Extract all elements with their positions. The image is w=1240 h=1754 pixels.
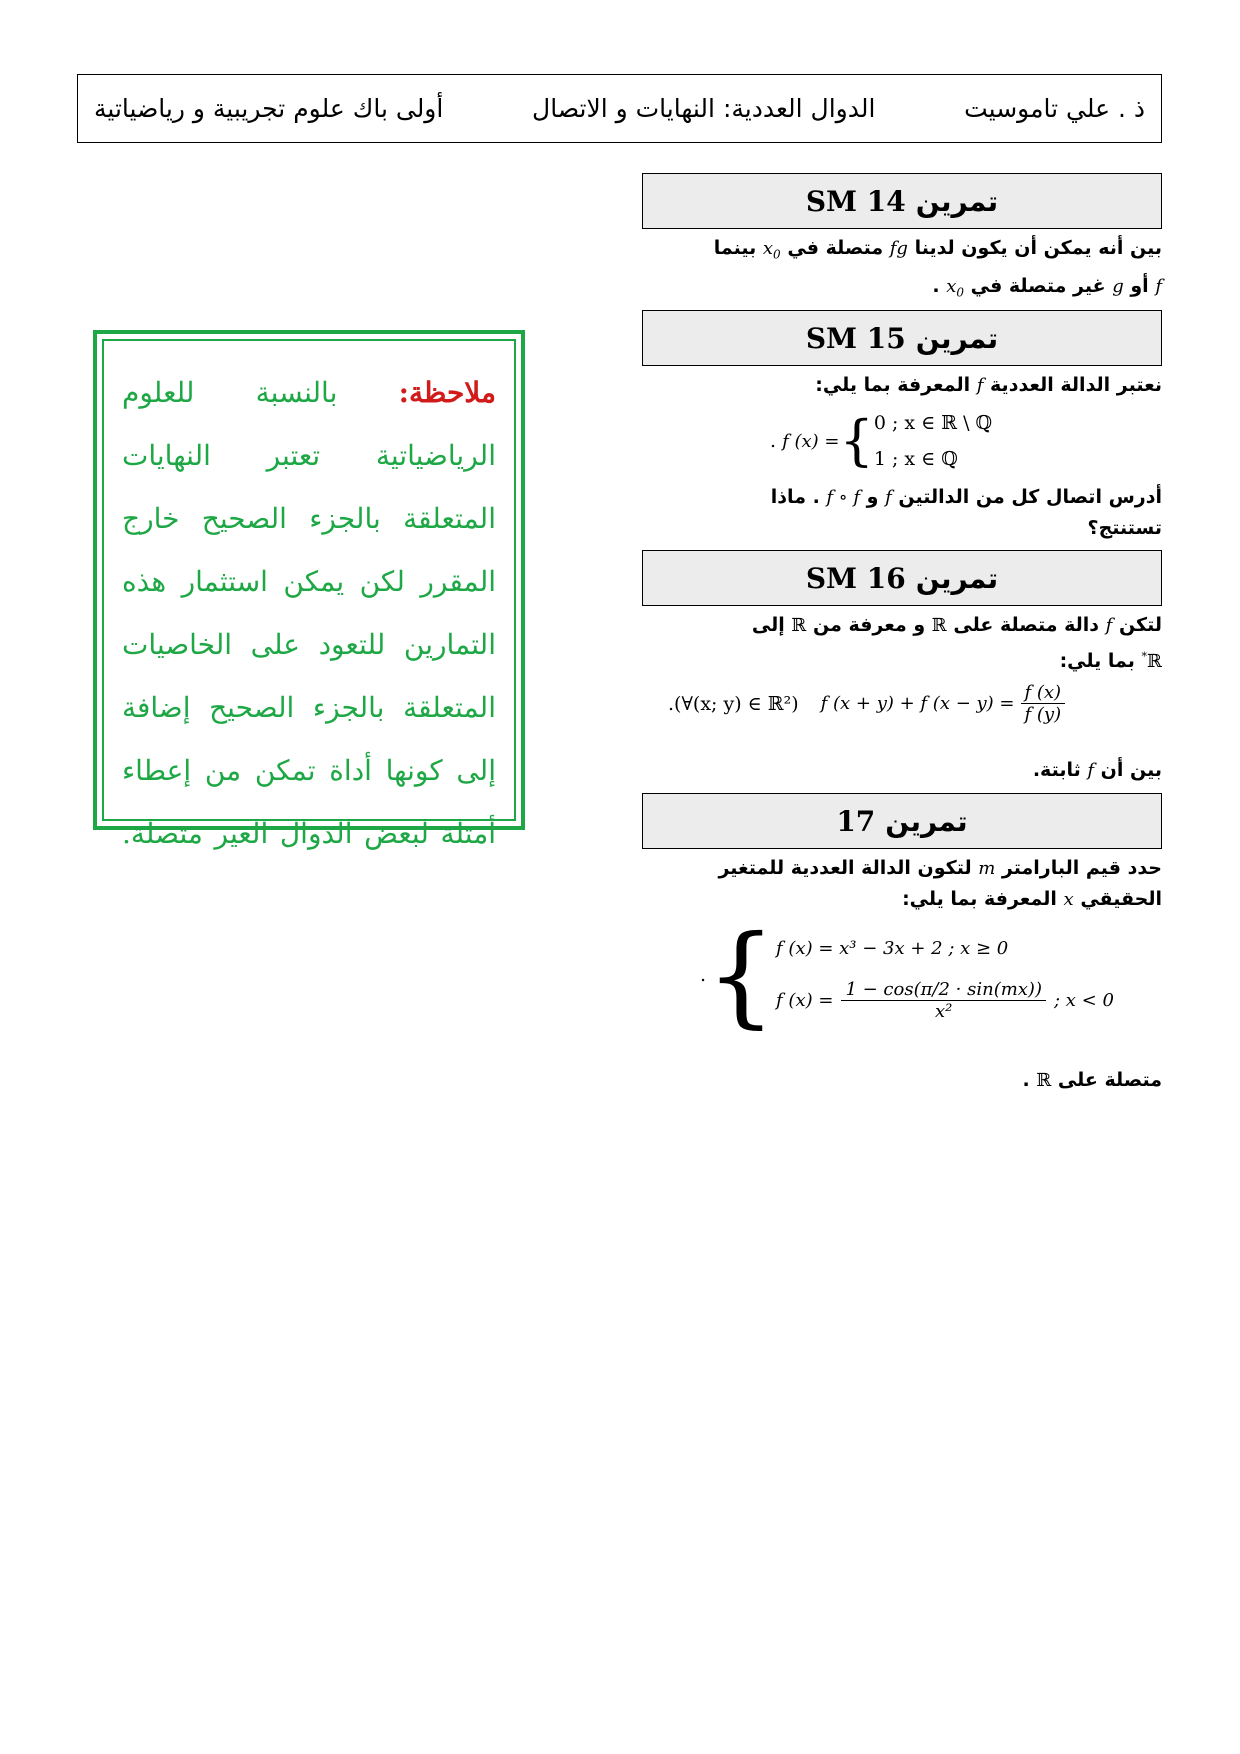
header-author: ذ . علي تاموسيت	[964, 94, 1145, 123]
exercise-15-formula: . f (x) = { 0 ; x ∈ ℝ \ ℚ 1 ; x ∈ ℚ	[770, 409, 993, 472]
exercise-14-title	[642, 173, 1162, 229]
header-subject: الدوال العددية: النهايات و الاتصال	[532, 94, 876, 123]
note-label: ملاحظة:	[398, 376, 496, 409]
exercise-17-formula: . { f (x) = x³ − 3x + 2 ; x ≥ 0 f (x) = $\frac{1 - \cos(\pi/2 \cdot \sin(mx))}{\text{x²}}$ ; x < 0	[700, 911, 1114, 1039]
exercise-16-title: تمرين SM 16	[642, 550, 1162, 606]
exercise-word: تمرين	[915, 184, 999, 218]
exercise-number: SM 14	[805, 184, 906, 218]
page-header	[77, 74, 1162, 143]
exercise-15-body: نعتبر الدالة العددية f المعرفة بما يلي:	[815, 374, 1162, 396]
exercise-15-title: تمرين SM 15	[642, 310, 1162, 366]
exercise-17-body: حدد قيم البارامتر m لتكون الدالة العددية للمتغير الحقيقي x المعرفة بما يلي:	[718, 857, 1162, 910]
note-box	[93, 330, 525, 850]
exercise-14-body: بين أنه يمكن أن يكون لدينا fg متصلة في $x_0$ بينما f أو g غير متصلة في $x_0$ .	[713, 237, 1162, 300]
exercise-16-body: لتكن f دالة متصلة على ℝ و معرفة من ℝ إلى ℝ* بما يلي:	[751, 614, 1162, 672]
exercise-17-question: متصلة على ℝ .	[1022, 1069, 1162, 1091]
note-content	[102, 339, 516, 850]
exercise-15-question: أدرس اتصال كل من الدالتين f و f ∘ f . ماذا تستنتج؟	[770, 486, 1162, 539]
exercise-17-title: تمرين 17	[642, 793, 1162, 849]
exercise-16-formula: . (∀(x; y) ∈ ℝ²) f (x + y) + f (x − y) = $\frac{f (x)}{f (y)}$	[668, 682, 1138, 725]
note-body: بالنسبة للعلوم الرياضياتية تعتبر النهايات المتعلقة بالجزء الصحيح خارج المقرر لكن يمكن استثمار هذه التمارين للتعود على الخاصيات المتعلقة بالجزء الصحيح إضافة إلى كونها أداة تمكن من إعطاء أمثلة لبعض الدوال الغير متصلة.	[122, 376, 496, 850]
header-level: أولى باك علوم تجريبية و رياضياتية	[94, 94, 444, 123]
exercise-16-question: بين أن f ثابتة.	[1032, 759, 1162, 781]
